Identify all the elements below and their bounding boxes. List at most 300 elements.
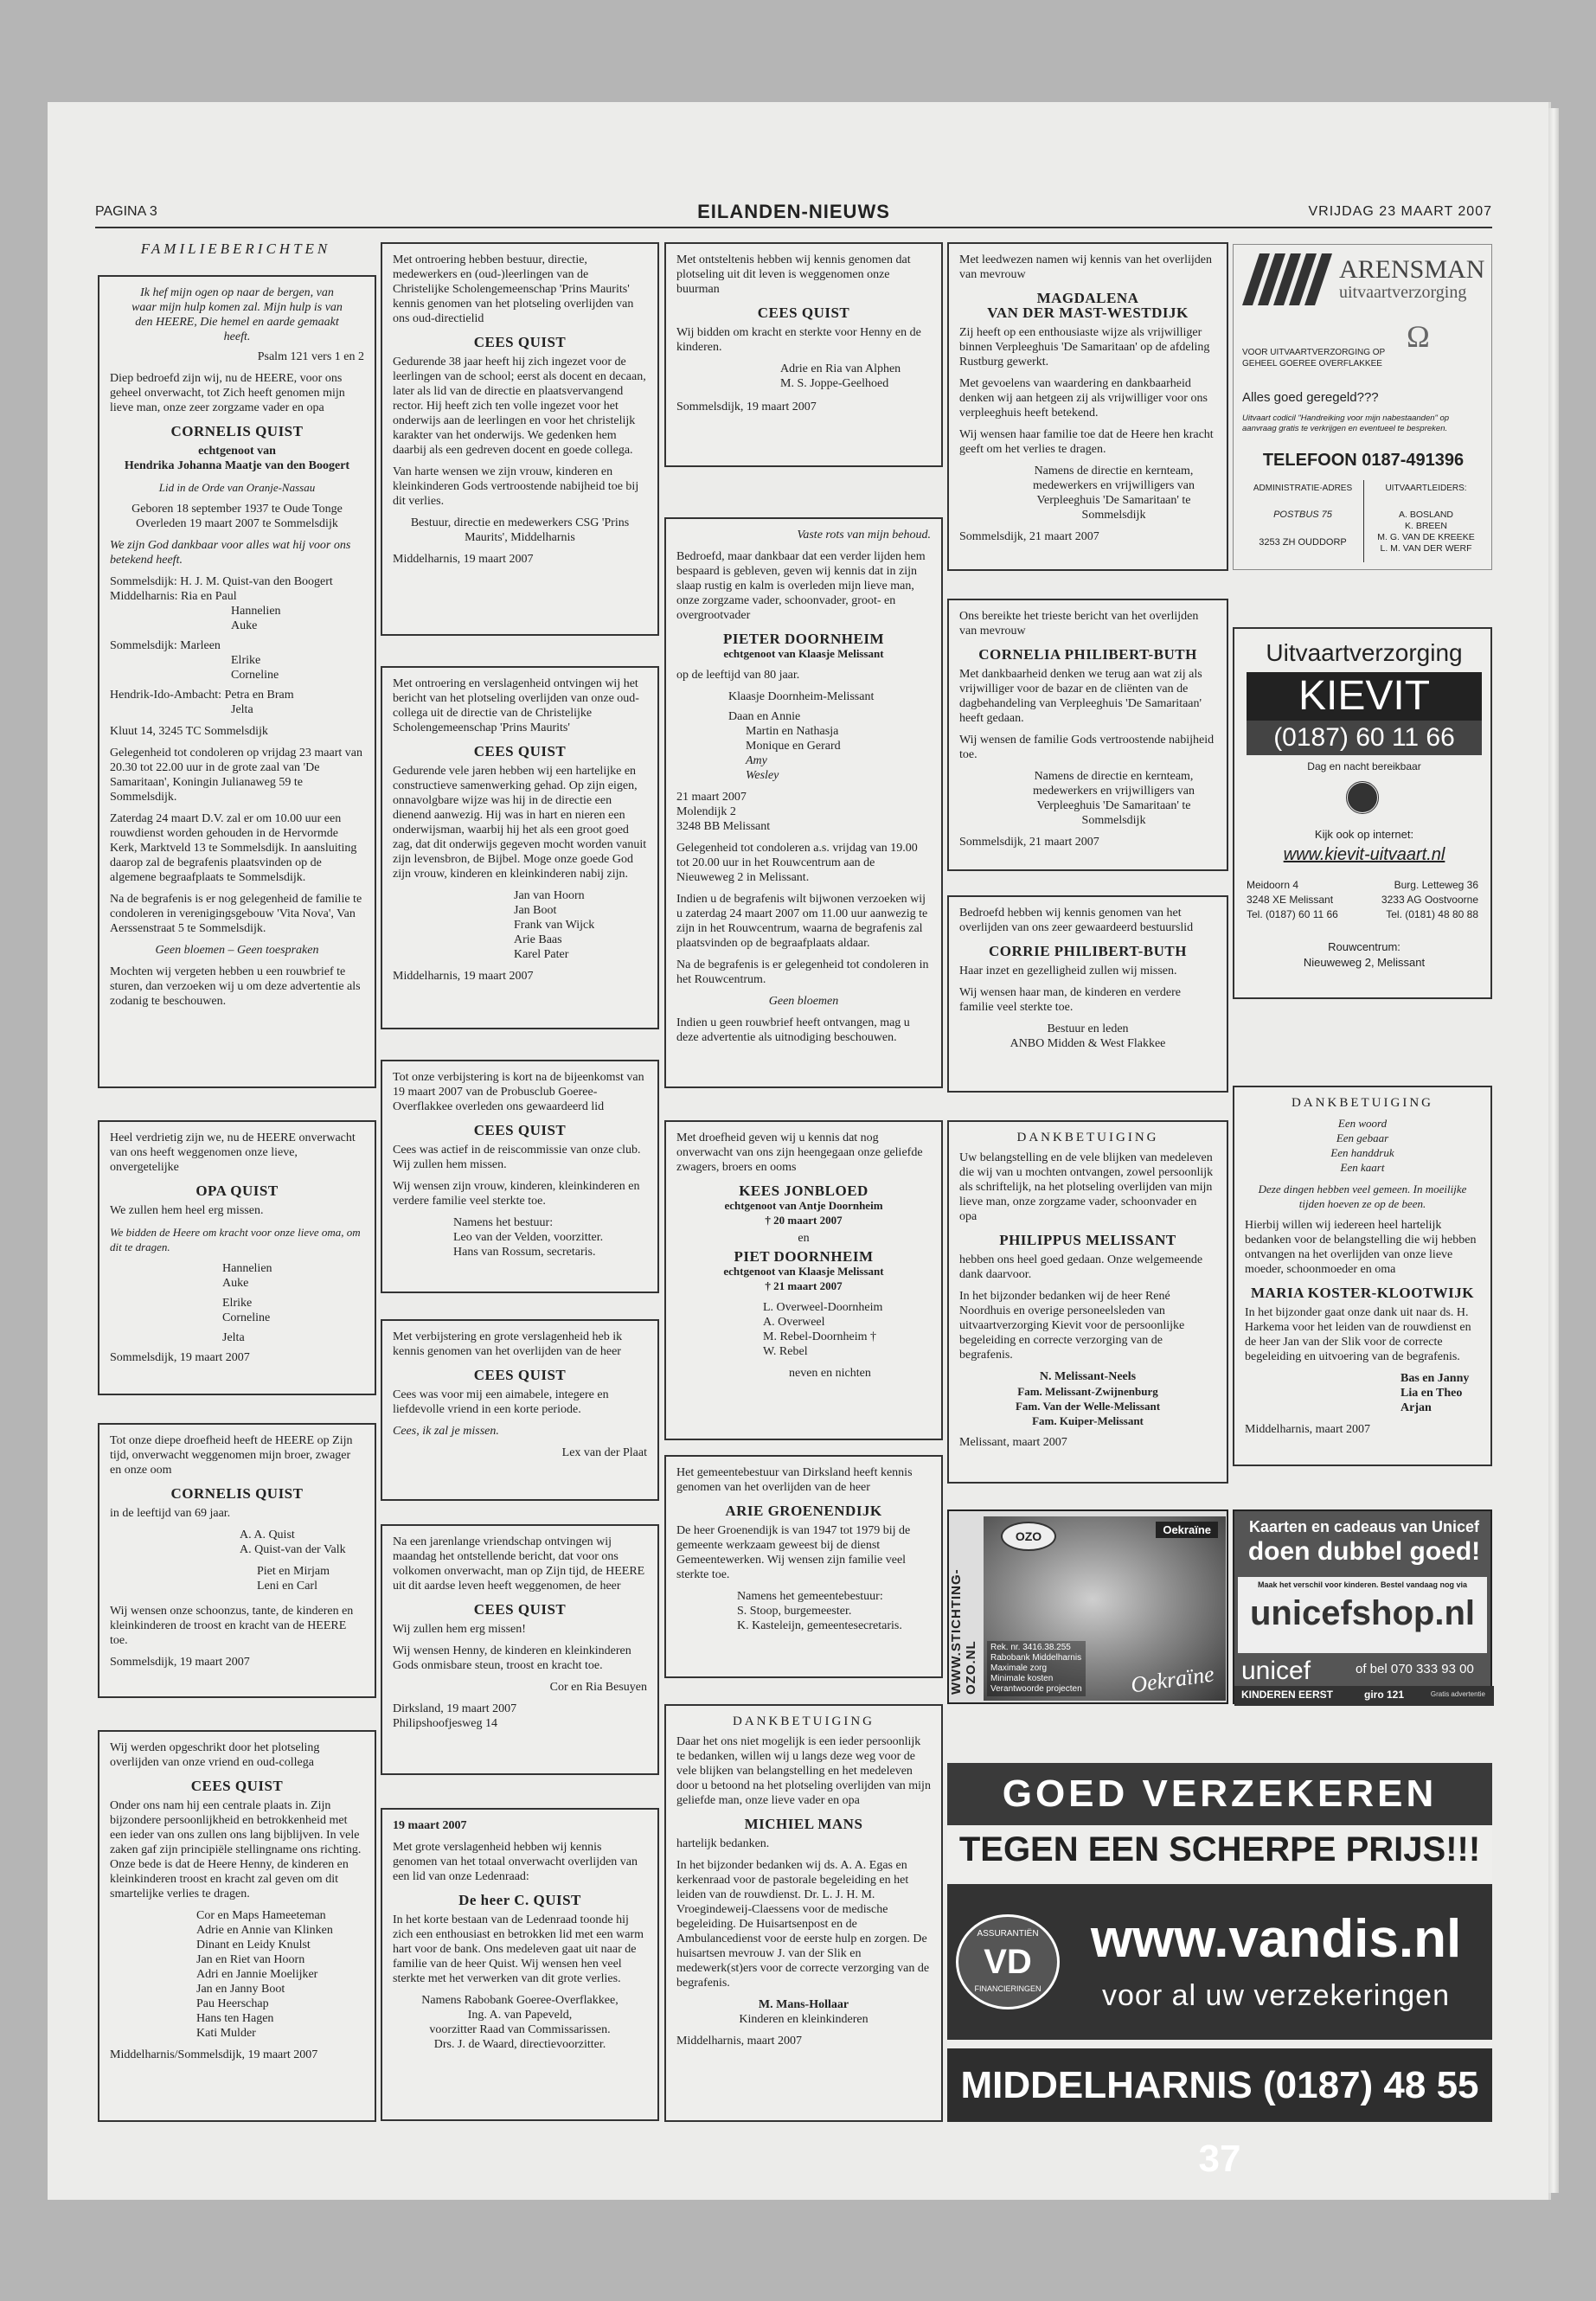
signature: neven en nichten	[789, 1367, 871, 1380]
address-line: Tel. (0181) 48 80 88	[1386, 908, 1478, 920]
leader: L. M. VAN DER WERF	[1380, 543, 1472, 554]
body: Gedurende 38 jaar heeft hij zich ingezet voor de leerlingen van de school; eerst als docent en decaan, later als lid van de directie en plaatsvervangend rector. Hij heeft zich ten volle ingezet voor het onderwijs aan de leerlingen en voor het christelijk karakter van het onderwijs. We gedenken hem daarbij als een gedreven docent en goede collega.	[393, 356, 646, 457]
deceased-name: CEES QUIST	[190, 1778, 284, 1794]
address-line: 3233 AG Oostvoorne	[1381, 894, 1478, 906]
address-line: Molendijk 2	[676, 805, 736, 818]
verse-ref: Psalm 121 vers 1 en 2	[257, 350, 364, 363]
body: Gedurende vele jaren hebben wij een hartelijke en constructieve samenwerking gehad. Op zijn eigen, onnavolgbare wijze was hij in de directie een dienend aanwezig. Hij was in hart en nieren een onderwijsman, waarbij hij het als een groot goed zag, dat dit onderwijs gegeven mocht worden vanuit zijn levensbron, de Bijbel. Moge onze goede God zijn vrouw, kinderen en kleinkinderen nabij zijn.	[393, 765, 647, 881]
body-2: Met gevoelens van waardering en dankbaarheid denken wij aan hetgeen zij als vrijwilliger voor ons verpleeghuis heeft betekend.	[959, 377, 1208, 420]
signature: Leo van der Velden, voorzitter.	[453, 1231, 604, 1244]
family-list	[110, 574, 364, 717]
place-date: Melissant, maart 2007	[959, 1436, 1067, 1449]
visit-info: Gelegenheid tot condoleren a.s. vrijdag van 19.00 tot 20.00 uur in het Rouwcentrum aan de Nieuweweg 2 in Melissant.	[676, 842, 918, 884]
address-line: Meidoorn 4	[1247, 879, 1299, 891]
intro: Diep bedroefd zijn wij, nu de HEERE, voor ons geheel onverwacht, tot Zich heeft genomen mijn lieve man, onze zeer zorgzame vader en opa	[110, 372, 345, 414]
notice-cornelis-quist	[98, 275, 376, 1088]
signature: Cor en Ria Besuyen	[549, 1681, 647, 1694]
deceased-name: CEES QUIST	[473, 1122, 567, 1138]
vandis-line-1: GOED VERZEKEREN	[947, 1763, 1492, 1825]
signature: A. A. Quist	[240, 1529, 295, 1541]
prayer: We bidden de Heere om kracht voor onze lieve oma, om dit te dragen.	[110, 1226, 361, 1253]
ozo-account: Rek. nr. 3416.38.255	[990, 1643, 1071, 1652]
intro: Wij werden opgeschrikt door het plotseling overlijden van onze vriend en oud-collega	[110, 1741, 320, 1769]
column-1	[95, 232, 376, 263]
service-info: Indien u de begrafenis wilt bijwonen verzoeken wij u zaterdag 24 maart 2007 om 11.00 uur aanwezig te zijn in het Rouwcentrum, waarna de begrafenis zal plaatsvinden op de begraafplaats aldaar.	[676, 893, 928, 950]
dank-title: DANKBETUIGING	[733, 1715, 875, 1728]
page-edge	[1548, 108, 1559, 2193]
notice-opa-quist	[98, 1120, 376, 1395]
born: Geboren 18 september 1937 te Oude Tonge	[131, 503, 343, 516]
order: Lid in de Orde van Oranje-Nassau	[158, 481, 316, 494]
deceased-name: CORNELIS QUIST	[170, 1485, 304, 1502]
family-line: Auke	[231, 619, 258, 632]
notice-jonbloed-doornheim	[664, 1120, 943, 1440]
deceased-name: MARIA KOSTER-KLOOTWIJK	[1250, 1285, 1474, 1301]
deceased-name: ARIE GROENENDIJK	[725, 1503, 882, 1519]
vandis-ad	[947, 1763, 1492, 2180]
signature: M. Rebel-Doornheim †	[763, 1330, 877, 1343]
ozo-script: Oekraïne	[1129, 1661, 1216, 1698]
signatures	[196, 1908, 364, 2041]
extra: In het bijzonder gaat onze dank uit naar ds. H. Harkema voor het leiden van de rouwdienst en de heer Jan van der Slik voor de correcte begeleiding en uitvoering van de begrafenis.	[1245, 1306, 1471, 1363]
ozo-line: Verantwoorde projecten	[990, 1684, 1082, 1694]
arensman-question: Alles goed geregeld???	[1242, 390, 1379, 405]
place-date: Middelharnis, maart 2007	[676, 2035, 803, 2048]
notice-probusclub	[381, 1060, 659, 1293]
signatures	[393, 1993, 647, 2052]
signature: K. Kasteleijn, gemeentesecretaris.	[737, 1619, 902, 1632]
ozo-vertical-url: WWW.STICHTING-OZO.NL	[949, 1568, 978, 1695]
deceased-name: MAGDALENA	[1036, 290, 1139, 306]
grandchild: Elrike	[222, 1297, 253, 1310]
unicef-line-1: Kaarten en cadeaus van Unicef	[1248, 1518, 1480, 1535]
signature: Arie Baas	[514, 933, 562, 946]
kievit-ad	[1233, 627, 1492, 999]
intro: Met ontroering hebben bestuur, directie, medewerkers en (oud-)leerlingen van de Christelijke Scholengemeenschap 'Prins Maurits' kennis genomen van het plotseling overlijden van ons oud-directielid	[393, 253, 634, 325]
deceased-name: CEES QUIST	[473, 1601, 567, 1618]
signature: Karel Pater	[514, 948, 569, 961]
family-line: Jelta	[231, 703, 253, 716]
signature: Kinderen en kleinkinderen	[739, 2013, 869, 2026]
kievit-phone: (0187) 60 11 66	[1247, 721, 1482, 755]
intro: Tot onze diepe droefheid heeft de HEERE op Zijn tijd, onverwacht weggenomen mijn broer, zwager en onze oom	[110, 1434, 353, 1477]
address-block	[676, 790, 931, 834]
signature: Leni en Carl	[257, 1580, 317, 1593]
unicef-ad	[1233, 1509, 1492, 1704]
signature: A. Quist-van der Valk	[240, 1543, 346, 1556]
signature: Namens het gemeentebestuur:	[737, 1590, 883, 1603]
notice-csg-prins-maurits	[381, 242, 659, 636]
leader: A. BOSLAND	[1398, 510, 1454, 520]
family-line: Elrike	[231, 654, 261, 667]
spouse-name: Hendrika Johanna Maatje van den Boogert	[124, 459, 350, 472]
kievit-rc-heading: Rouwcentrum:	[1328, 940, 1401, 953]
arensman-phone: TELEFOON 0187-491396	[1262, 451, 1465, 470]
unicef-phone: of bel 070 333 93 00	[1356, 1662, 1474, 1676]
leader: M. G. VAN DE KREEKE	[1377, 532, 1475, 542]
signatures	[1401, 1371, 1480, 1415]
place-date: Sommelsdijk, 21 maart 2007	[959, 530, 1099, 543]
service-info: Zaterdag 24 maart D.V. zal er om 10.00 uur een rouwdienst worden gehouden in de Hervormde Kerk, Marktveld 13 te Sommelsdijk. In aansluiting daarop zal de begrafenis plaatsvinden op de algemene begraafplaats te Sommelsdijk.	[110, 812, 357, 884]
arensman-codicil: Uitvaart codicil "Handreiking voor mijn nabestaanden" op aanvraag gratis te verkrijgen en eventueel te bespreken.	[1242, 413, 1450, 433]
signature: Jan en Janny Boot	[196, 1983, 285, 1996]
ozo-line: Rabobank Middelharnis	[990, 1653, 1082, 1663]
intro: Met ontsteltenis hebben wij kennis genomen dat plotseling uit dit leven is weggenomen onze buurman	[676, 253, 911, 296]
quote: Cees, ik zal je missen.	[393, 1425, 499, 1438]
signature: Adrie en Ria van Alphen	[780, 362, 901, 375]
signature: Hans ten Hagen	[196, 2012, 274, 2025]
unicef-shop-url[interactable]: unicefshop.nl	[1250, 1594, 1475, 1632]
body: Zij heeft op een enthousiaste wijze als vrijwilliger binnen Verpleeghuis 'De Samaritaan' op de afdeling Rustburg gewerkt.	[959, 326, 1210, 369]
dank-title: DANKBETUIGING	[1292, 1096, 1433, 1110]
badge-top: ASSURANTIËN	[977, 1929, 1039, 1939]
address-line: Burg. Letteweg 36	[1394, 879, 1478, 891]
deceased-name: OPA QUIST	[195, 1183, 279, 1199]
after-info: Na de begrafenis is er nog gelegenheid de familie te condoleren in verenigingsgebouw 'Vita Nova', Van Aerssenstraat 5 te Sommelsdijk.	[110, 893, 362, 935]
family-line: Middelharnis: Ria en Paul	[110, 590, 237, 603]
date: 19 maart 2007	[393, 1819, 467, 1832]
family-line: Hannelien	[231, 605, 281, 618]
signature: L. Overweel-Doornheim	[763, 1301, 883, 1314]
wish: Wij wensen zijn vrouw, kinderen, kleinkinderen en verdere familie veel sterkte toe.	[393, 1180, 640, 1208]
age: in de leeftijd van 69 jaar.	[110, 1507, 231, 1520]
body: Wij bidden om kracht en sterkte voor Henny en de kinderen.	[676, 326, 921, 354]
intro: Na een jarenlange vriendschap ontvingen wij maandag het ontstellende bericht, dat voor ons volkomen onverwacht, man op Zijn tijd, de HEERE uit dit aardse leven heeft weggenomen, de heer	[393, 1535, 645, 1593]
body: Daar het ons niet mogelijk is een ieder persoonlijk te bedanken, willen wij u langs deze weg voor de vele blijken van belangstelling en het medeleven door u betoond na het plotseling overlijden van mijn geliefde man, onze lieve vader en opa	[676, 1735, 931, 1807]
notice-dankbetuiging-koster	[1233, 1086, 1492, 1466]
arensman-divider	[1363, 480, 1364, 562]
intro: Ons bereikte het trieste bericht van het overlijden van mevrouw	[959, 610, 1199, 638]
quote: Vaste rots van mijn behoud.	[797, 529, 931, 542]
admin-line: POSTBUS 75	[1273, 510, 1332, 520]
badge-bottom: FINANCIERINGEN	[974, 1984, 1042, 1993]
unicef-kinderen: KINDEREN EERST	[1241, 1689, 1334, 1701]
verse: Ik hef mijn ogen op naar de bergen, van waar mijn hulp komen zal. Mijn hulp is van den HEERE, Die hemel en aarde gemaakt heeft.	[131, 286, 343, 343]
signatures	[240, 1528, 364, 1593]
signature: Pau Heerschap	[196, 1997, 269, 2010]
address-line: 21 maart 2007	[676, 791, 747, 804]
flowers: Geen bloemen	[768, 995, 839, 1008]
intro: Met ontroering en verslagenheid ontvingen wij het bericht van het plotseling overlijden van onze oud-collega uit de directie van de Christelijke Scholengemeenschap 'Prins Maurits'	[393, 677, 639, 734]
kievit-web-heading: Kijk ook op internet:	[1314, 828, 1414, 841]
signature: Adrie en Annie van Klinken	[196, 1924, 333, 1937]
signature: Fam. Kuiper-Melissant	[1032, 1414, 1144, 1427]
header-rule	[95, 227, 1492, 228]
place-date: Middelharnis, 19 maart 2007	[393, 970, 534, 983]
wish: Wij wensen Henny, de kinderen en kleinkinderen Gods onmisbare steun, troost en kracht toe.	[393, 1644, 631, 1672]
grandchild: Auke	[222, 1277, 249, 1290]
address: Philipshoofjesweg 14	[393, 1717, 497, 1730]
arensman-symbol-icon: Ω	[1407, 319, 1430, 354]
signature: Ing. A. van Papeveld,	[467, 2009, 573, 2022]
notice-cornelis-quist-family	[98, 1423, 376, 1698]
signature: Namens de directie en kernteam, medewerkers en vrijwilligers van Verpleeghuis 'De Samaritaan' te Sommelsdijk	[1033, 465, 1195, 522]
conjunction: en	[798, 1232, 810, 1245]
body: De heer Groenendijk is van 1947 tot 1979 bij de gemeente werkzaam geweest bij de dienst Gemeentewerken. Wij wensen zijn familie veel sterkte toe.	[676, 1524, 911, 1581]
unicef-line-3: Maak het verschil voor kinderen. Bestel vandaag nog via	[1257, 1580, 1468, 1589]
line: We zullen hem heel erg missen.	[110, 1204, 264, 1217]
signature: Monique en Gerard	[746, 740, 841, 753]
vandis-line-2: TEGEN EEN SCHERPE PRIJS!!!	[958, 1830, 1481, 1868]
vandis-footer: MIDDELHARNIS (0187) 48 55 37	[947, 2048, 1492, 2122]
signature: ANBO Midden & West Flakkee	[1010, 1037, 1166, 1050]
arensman-logo-icon	[1242, 253, 1333, 305]
ozo-info	[987, 1641, 1086, 1696]
unicef-giro: giro 121	[1364, 1689, 1405, 1701]
arensman-sub: uitvaartverzorging	[1339, 283, 1467, 302]
leaders-heading: UITVAARTLEIDERS:	[1385, 484, 1467, 493]
masthead: EILANDEN-NIEUWS	[697, 201, 890, 222]
intro: Heel verdrietig zijn we, nu de HEERE onverwacht van ons heeft weggenomen onze lieve, onvergetelijke	[110, 1131, 356, 1174]
flowers: Geen bloemen – Geen toespraken	[155, 944, 319, 957]
unicef-logo: unicef	[1241, 1657, 1311, 1685]
place-date: Sommelsdijk, 19 maart 2007	[110, 1656, 250, 1669]
signature: voorzitter Raad van Commissarissen.	[429, 2023, 611, 2036]
leader: K. BREEN	[1404, 521, 1447, 531]
place-date: Sommelsdijk, 19 maart 2007	[676, 401, 817, 413]
notice-gemeente-dirksland	[664, 1455, 943, 1678]
signature: Namens het bestuur:	[453, 1216, 554, 1229]
dank-title: DANKBETUIGING	[1016, 1131, 1159, 1144]
signatures	[737, 1589, 931, 1633]
wish: Wij wensen haar man, de kinderen en verdere familie veel sterkte toe.	[959, 986, 1181, 1014]
poem-line: Een kaart	[1340, 1161, 1385, 1174]
signature: Adri en Jannie Moelijker	[196, 1968, 318, 1981]
kievit-name: KIEVIT	[1247, 672, 1482, 721]
signature: Kati Mulder	[196, 2027, 256, 2040]
signature: Daan en Annie	[728, 710, 801, 723]
signatures	[780, 362, 931, 391]
signature: Klaasje Doornheim-Melissant	[728, 690, 875, 703]
deceased-name: CORNELIS QUIST	[170, 423, 304, 439]
signature: Dinant en Leidy Knulst	[196, 1939, 311, 1952]
place-date: Middelharnis/Sommelsdijk, 19 maart 2007	[110, 2048, 318, 2061]
address-line: 3248 BB Melissant	[676, 820, 771, 833]
deceased-name-2: VAN DER MAST-WESTDIJK	[987, 304, 1189, 321]
ozo-line: Maximale zorg	[990, 1663, 1048, 1673]
body: Haar inzet en gezelligheid zullen wij missen.	[959, 965, 1177, 977]
signature: Frank van Wijck	[514, 919, 595, 932]
vandis-sub: voor al uw verzekeringen	[1102, 1979, 1450, 2012]
signatures	[959, 1369, 1216, 1428]
signature: Arjan	[1401, 1401, 1432, 1414]
note: Mochten wij vergeten hebben u een rouwbrief te sturen, dan verzoeken wij u om deze advertentie als zodanig te beschouwen.	[110, 965, 361, 1008]
signature: Fam. Van der Welle-Melissant	[1015, 1400, 1161, 1413]
signature: M. Mans-Hollaar	[758, 1998, 849, 2011]
notice-samaritaan-philibert	[947, 599, 1228, 871]
signature: Bas en Janny	[1401, 1372, 1470, 1385]
signature: Lia en Theo	[1401, 1387, 1463, 1400]
address-line: Tel. (0187) 60 11 66	[1247, 908, 1338, 920]
signature: Piet en Mirjam	[257, 1565, 330, 1578]
ozo-logo: OZO	[1001, 1522, 1056, 1551]
address: Kluut 14, 3245 TC Sommelsdijk	[110, 725, 268, 738]
place-date: Sommelsdijk, 21 maart 2007	[959, 836, 1099, 849]
notice-besuyen	[381, 1524, 659, 1775]
line: hartelijk bedanken.	[676, 1837, 770, 1850]
intro: Met verbijstering en grote verslagenheid heb ik kennis genomen van het overlijden van de heer	[393, 1330, 623, 1358]
vandis-url[interactable]: www.vandis.nl	[1090, 1909, 1462, 1969]
place-date: Sommelsdijk, 19 maart 2007	[110, 1351, 250, 1364]
signature: Hans van Rossum, secretaris.	[453, 1246, 596, 1259]
family-line: Hendrik-Ido-Ambacht: Petra en Bram	[110, 689, 294, 702]
deceased-name: CEES QUIST	[473, 743, 567, 760]
signatures	[453, 1215, 647, 1259]
deceased-name: PIETER DOORNHEIM	[722, 631, 885, 647]
page-header	[95, 201, 1492, 227]
body: Hierbij willen wij iedereen heel hartelijk bedanken voor de belangstelling die wij hebben ontvangen na het overlijden van onze lieve moeder, schoonmoeder en oma	[1245, 1219, 1477, 1276]
notice-dankbetuiging-mans	[664, 1704, 943, 2122]
faith: We zijn God dankbaar voor alles wat hij voor ons betekend heeft.	[110, 539, 351, 567]
deceased-name: De heer C. QUIST	[458, 1892, 581, 1908]
vandis-badge	[956, 1914, 1060, 2009]
signature: Drs. J. de Waard, directievoorzitter.	[433, 2038, 606, 2051]
after-info: Na de begrafenis is er gelegenheid tot condoleren in het Rouwcentrum.	[676, 958, 929, 986]
place-date: Dirksland, 19 maart 2007	[393, 1702, 517, 1715]
deceased-name: CEES QUIST	[473, 1367, 567, 1383]
signatures	[959, 1022, 1216, 1051]
unicef-free: Gratis advertentie	[1430, 1690, 1485, 1698]
body: Onder ons nam hij een centrale plaats in. Zijn bijzondere persoonlijkheid en betrokkenheid met een ieder van ons zullen ons lang bijblijven. In vele zaken gaf zijn principiële stellingname ons richting. Onze bede is dat de Heere Henny, de kinderen en kleinkinderen troost en kracht zal geven om dit smartelijke verlies te dragen.	[110, 1799, 362, 1900]
deceased-name: PIET DOORNHEIM	[734, 1248, 874, 1265]
kievit-emblem-icon	[1345, 780, 1380, 815]
ozo-ad	[947, 1509, 1228, 1704]
kievit-website[interactable]: www.kievit-uitvaart.nl	[1283, 845, 1445, 864]
arensman-line: VOOR UITVAARTVERZORGING OP GEHEEL GOEREE OVERFLAKKEE	[1242, 348, 1386, 369]
death-date: † 20 maart 2007	[765, 1214, 843, 1227]
signature: W. Rebel	[763, 1345, 808, 1358]
grandchild: Corneline	[222, 1311, 271, 1324]
signature: M. S. Joppe-Geelhoed	[780, 377, 889, 390]
signatures	[728, 689, 931, 783]
place-date: Middelharnis, maart 2007	[1245, 1423, 1371, 1436]
arensman-ad	[1233, 244, 1492, 570]
notice-dankbetuiging-melissant	[947, 1120, 1228, 1484]
signature: Jan en Riet van Hoorn	[196, 1953, 305, 1966]
body: Met dankbaarheid denken we terug aan wat zij als vrijwilliger voor de bazar en de cliënten van de dagbehandeling van Verpleeghuis 'De Samaritaan' heeft gedaan.	[959, 668, 1202, 725]
signature: N. Melissant-Neels	[1039, 1370, 1137, 1383]
notice-anbo	[947, 895, 1228, 1093]
grandchildren	[222, 1261, 364, 1345]
kievit-rc: Nieuweweg 2, Melissant	[1303, 956, 1426, 969]
place-date: Middelharnis, 19 maart 2007	[393, 553, 534, 566]
body: Uw belangstelling en de vele blijken van medeleven die wij van u mochten ontvangen, zowel persoonlijk als schriftelijk, na het plotseling overlijden van mijn lieve man, onze zorgzame vader, schoonvader en opa	[959, 1151, 1214, 1223]
family-line: Corneline	[231, 669, 279, 682]
ozo-line: Minimale kosten	[990, 1674, 1054, 1683]
deceased-name: CORNELIA PHILIBERT-BUTH	[978, 646, 1197, 663]
notice-cees-quist-friends	[98, 1730, 376, 2122]
body: In het korte bestaan van de Ledenraad toonde hij zich een enthousiast en betrokken lid met een warm hart voor de bank. Ons medeleven gaat uit naar de familie van de heer Quist. Wij wensen hen veel sterkte met het verwerken van dit grote verlies.	[393, 1913, 644, 1985]
notice-lex-van-der-plaat	[381, 1319, 659, 1501]
notice-directie-colleagues	[381, 666, 659, 1029]
intro: Bedroefd, maar dankbaar dat een verder lijden hem bespaard is gebleven, geven wij kennis dat in zijn slaap rustig en kalm is overleden mijn lieve man, onze zorgzame vader, schoonvader, groot- en overgrootvader	[676, 550, 926, 622]
unicef-line-2: doen dubbel goed!	[1247, 1537, 1481, 1566]
body: Cees was actief in de reiscommissie van onze club. Wij zullen hem missen.	[393, 1144, 641, 1171]
address-line: 3248 XE Melissant	[1247, 894, 1334, 906]
kievit-address-2	[1381, 878, 1478, 922]
intro: Bedroefd hebben wij kennis genomen van het overlijden van ons zeer gewaardeerd bestuurslid	[959, 907, 1194, 934]
visit-info: Gelegenheid tot condoleren op vrijdag 23 maart van 20.30 tot 22.00 uur in de grote zaal van 'De Samaritaan', Koningin Julianaweg 59 te Sommelsdijk.	[110, 747, 362, 804]
wish: Wij wensen onze schoonzus, tante, de kinderen en kleinkinderen de troost en kracht van de HEERE toe.	[110, 1605, 354, 1647]
poem-line: Een gebaar	[1336, 1131, 1389, 1144]
spouse: echtgenoot van Antje Doornheim	[724, 1199, 883, 1212]
death-date: † 21 maart 2007	[765, 1279, 843, 1292]
intro: Het gemeentebestuur van Dirksland heeft kennis genomen van het overlijden van de heer	[676, 1466, 913, 1494]
deceased-name: KEES JONBLOED	[739, 1183, 869, 1199]
kievit-address-1	[1247, 878, 1338, 922]
wish: Wij wensen de familie Gods vertroostende nabijheid toe.	[959, 734, 1215, 761]
grandchild: Jelta	[222, 1331, 245, 1344]
signature: Amy	[746, 754, 767, 767]
signatures	[763, 1300, 931, 1381]
leaders	[1368, 510, 1484, 554]
signature: Namens de directie en kernteam, medewerkers en vrijwilligers van Verpleeghuis 'De Samaritaan' te Sommelsdijk	[1033, 770, 1195, 827]
deceased-name: PHILIPPUS MELISSANT	[999, 1232, 1176, 1248]
signature: S. Stoop, burgemeester.	[737, 1605, 852, 1618]
body: Cees was voor mij een aimabele, integere en liefdevolle vriend in een korte periode.	[393, 1388, 609, 1416]
signature: Jan van Hoorn	[514, 889, 585, 902]
signature: Jan Boot	[514, 904, 557, 917]
kievit-tagline: Dag en nacht bereikbaar	[1307, 760, 1421, 772]
age: op de leeftijd van 80 jaar.	[676, 669, 800, 682]
kievit-title: Uitvaartverzorging	[1266, 639, 1463, 666]
signature: Lex van der Plaat	[561, 1446, 647, 1459]
notice-pieter-doornheim	[664, 517, 943, 1088]
ozo-tag: Oekraïne	[1156, 1522, 1218, 1538]
signature: Cor en Maps Hameeteman	[196, 1909, 326, 1922]
note: Indien u geen rouwbrief heeft ontvangen, mag u deze advertentie als uitnodiging beschouwen.	[676, 1016, 910, 1044]
signature: Fam. Melissant-Zwijnenburg	[1017, 1385, 1158, 1398]
signature: Bestuur, directie en medewerkers CSG 'Prins Maurits', Middelharnis	[410, 516, 630, 544]
line: hebben ons heel goed gedaan. Onze welgemeende dank daarvoor.	[959, 1253, 1203, 1281]
deceased-name: CEES QUIST	[473, 334, 567, 350]
spouse: echtgenoot van Klaasje Melissant	[723, 1265, 884, 1278]
intro: Met droefheid geven wij u kennis dat nog onverwacht van ons zijn heengegaan onze geliefde zwagers, broers en ooms	[676, 1131, 923, 1174]
grandchild: Hannelien	[222, 1262, 272, 1275]
spouse-label: echtgenoot van	[198, 445, 276, 458]
wish: Van harte wensen we zijn vrouw, kinderen en kleinkinderen Gods vertroostende nabijheid toe bij dit verlies.	[393, 465, 639, 508]
poem-2: Deze dingen hebben veel gemeen. In moeilijke tijden hoeven ze op de been.	[1258, 1183, 1467, 1210]
signature: Martin en Nathasja	[746, 725, 839, 738]
poem	[1245, 1116, 1480, 1175]
notice-samaritaan-mast	[947, 242, 1228, 571]
died: Overleden 19 maart 2007 te Sommelsdijk	[136, 517, 338, 530]
notice-neighbours	[664, 242, 943, 467]
family-line: Sommelsdijk: Marleen	[110, 639, 221, 652]
signatures	[514, 888, 647, 962]
signature: A. Overweel	[763, 1316, 825, 1329]
badge-text: VD	[984, 1943, 1032, 1981]
intro: Met leedwezen namen wij kennis van het overlijden van mevrouw	[959, 253, 1212, 281]
spouse: echtgenoot van Klaasje Melissant	[723, 647, 884, 660]
signature: Bestuur en leden	[1047, 1022, 1129, 1035]
issue-date: VRIJDAG 23 MAART 2007	[1308, 204, 1492, 219]
admin-heading: ADMINISTRATIE-ADRES	[1253, 484, 1353, 493]
deceased-name: CEES QUIST	[757, 304, 850, 321]
line: Wij zullen hem erg missen!	[393, 1623, 526, 1636]
poem-line: Een handdruk	[1330, 1146, 1394, 1159]
page-number: PAGINA 3	[95, 204, 157, 219]
deceased-name: MICHIEL MANS	[744, 1816, 863, 1832]
intro: Tot onze verbijstering is kort na de bijeenkomst van 19 maart 2007 van de Probusclub Goeree-Overflakkee overleden ons gewaardeerd lid	[393, 1071, 644, 1113]
extra: In het bijzonder bedanken wij ds. A. A. Egas en kerkenraad voor de pastorale begeleiding en het leiden van de rouwdienst. Dr. L. J. H. M. Vroegindeweij-Claessens voor de medische begeleiding. De Huisartsenpost en de Ambulancedienst voor de eerste hulp en zorgen. De huisartsen mevrouw J. van der Slik en medewerk(st)ers voor de correcte verzorging van de begrafenis.	[676, 1859, 930, 1990]
family-line: Sommelsdijk: H. J. M. Quist-van den Boogert	[110, 575, 333, 588]
arensman-name: ARENSMAN	[1339, 255, 1485, 284]
notice-rabobank	[381, 1808, 659, 2121]
wish: Wij wensen haar familie toe dat de Heere hen kracht geeft om het verlies te dragen.	[959, 428, 1214, 456]
section-title: FAMILIEBERICHTEN	[140, 240, 331, 257]
poem-line: Een woord	[1337, 1117, 1388, 1130]
